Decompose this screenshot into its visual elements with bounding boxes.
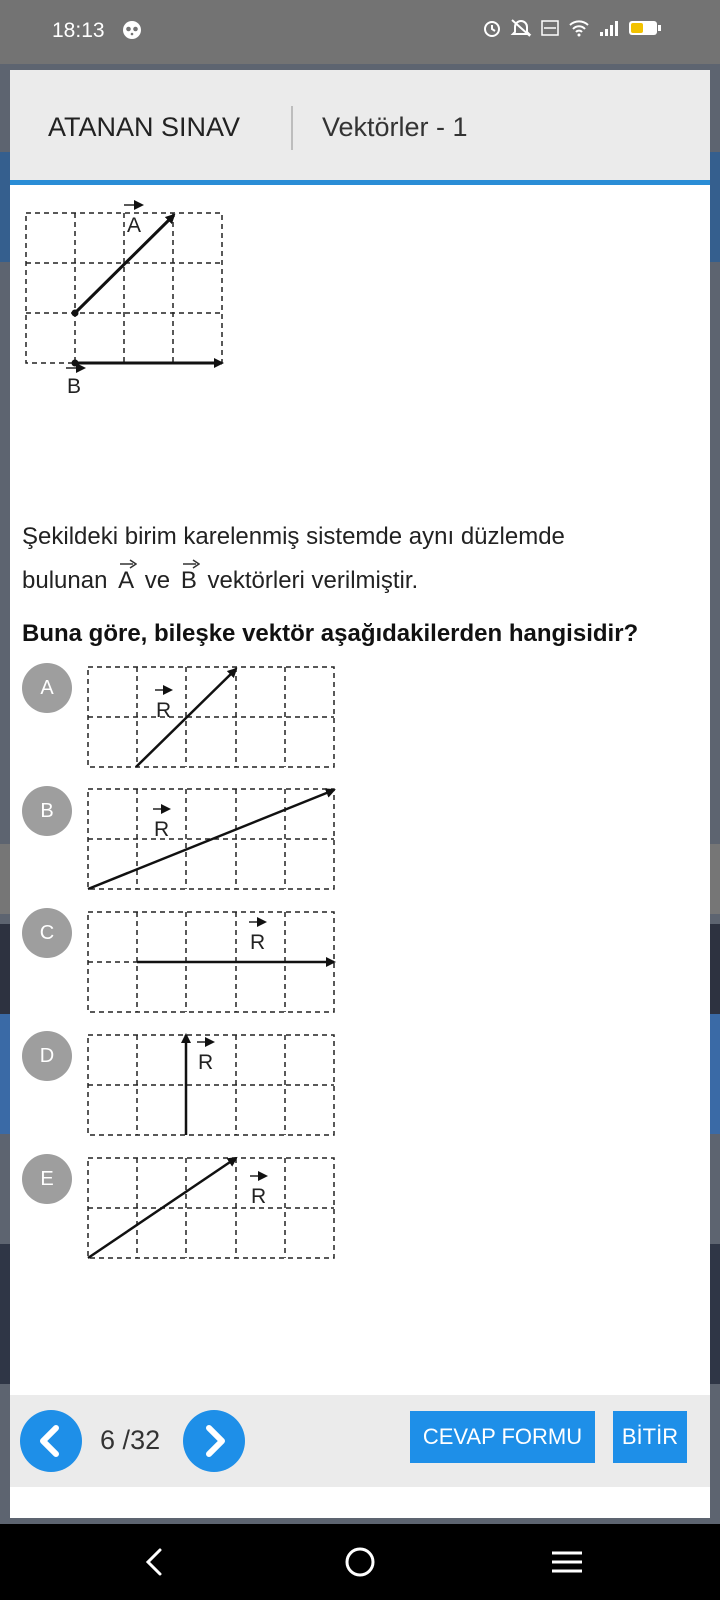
volte-icon: [540, 18, 560, 38]
signal-icon: [598, 18, 620, 38]
exam-footer: [10, 1395, 710, 1487]
svg-text:A: A: [127, 214, 142, 237]
status-time: 18:13: [52, 19, 105, 42]
svg-text:R: R: [198, 1051, 214, 1074]
option-b-button[interactable]: B: [22, 786, 72, 836]
header-divider: [291, 106, 293, 150]
next-question-button[interactable]: [183, 1410, 245, 1472]
status-bar: [0, 0, 720, 64]
page-title: ATANAN SINAV: [48, 112, 241, 142]
page-indicator: 6 /32: [100, 1425, 161, 1455]
option-a-label: [155, 690, 171, 722]
answer-form-button[interactable]: CEVAP FORMU: [410, 1411, 595, 1463]
vector-b-label: [66, 368, 84, 395]
back-icon[interactable]: [140, 1546, 170, 1578]
option-c-button[interactable]: C: [22, 908, 72, 958]
option-b-figure[interactable]: [86, 781, 342, 893]
exam-subtitle: Vektörler - 1: [322, 112, 468, 142]
option-d-label: [197, 1042, 213, 1074]
svg-text:R: R: [251, 1185, 267, 1208]
option-e-button[interactable]: E: [22, 1154, 72, 1204]
figure-grid: [26, 213, 222, 363]
option-d-figure[interactable]: [86, 1027, 342, 1139]
option-a-button[interactable]: A: [22, 663, 72, 713]
question-prompt: Buna göre, bileşke vektör aşağıdakilerden hangisidir?: [22, 620, 639, 647]
recents-icon[interactable]: [550, 1546, 584, 1578]
battery-icon: [628, 18, 662, 38]
home-icon[interactable]: [344, 1546, 376, 1578]
wifi-icon: [568, 18, 590, 38]
option-c-label: [249, 922, 265, 954]
question-line-1: Şekildeki birim karelenmiş sistemde aynı düzlemde: [22, 523, 565, 550]
finish-button[interactable]: BİTİR: [613, 1411, 687, 1463]
exam-panel: [10, 70, 710, 1518]
chevron-right-icon: [183, 1410, 245, 1472]
vector-b-inline: B: [181, 559, 197, 603]
option-a-figure[interactable]: [86, 659, 342, 771]
system-nav-bar: [0, 1524, 720, 1600]
option-c-figure[interactable]: [86, 904, 342, 1016]
question-text: [22, 515, 692, 603]
vector-a-label: [124, 205, 142, 237]
mute-icon: [510, 18, 532, 38]
question-figure: [10, 185, 250, 395]
svg-text:B: B: [67, 375, 82, 395]
vector-a-inline: A: [118, 559, 134, 603]
svg-text:R: R: [250, 931, 266, 954]
svg-text:R: R: [154, 818, 170, 841]
alarm-icon: [482, 18, 502, 38]
chevron-left-icon: [20, 1410, 82, 1472]
option-e-figure[interactable]: [86, 1150, 342, 1262]
previous-question-button[interactable]: [20, 1410, 82, 1472]
svg-text:R: R: [156, 699, 172, 722]
option-b-label: [153, 809, 169, 841]
option-d-button[interactable]: D: [22, 1031, 72, 1081]
option-e-label: [250, 1176, 266, 1208]
exam-header: [10, 70, 710, 180]
question-line-2: bulunan A ve B vektörleri verilmiştir.: [22, 559, 692, 603]
panda-icon: [122, 20, 142, 40]
